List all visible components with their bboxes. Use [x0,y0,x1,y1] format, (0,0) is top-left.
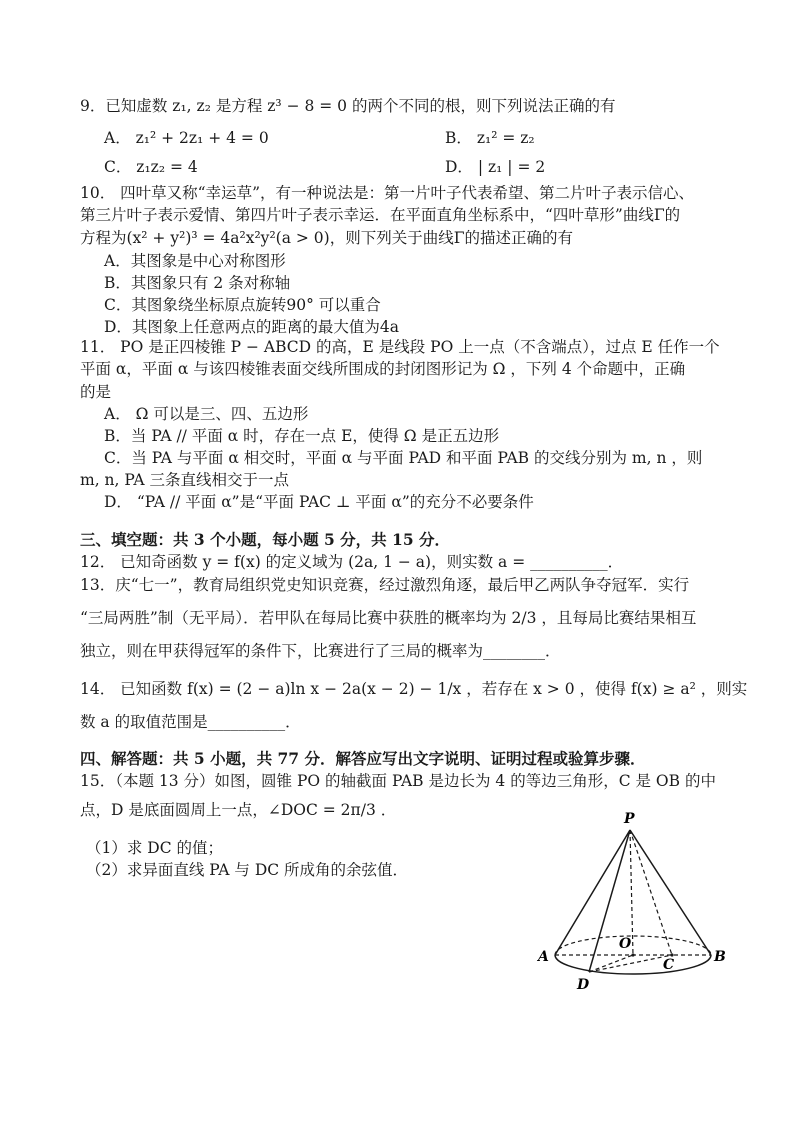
q9-option-d: D． | z₁ | = 2 [445,158,546,176]
q9-option-a: A． z₁² + 2z₁ + 4 = 0 [104,129,269,147]
cone-line-pc [630,830,672,955]
label-b: B [714,949,726,965]
label-o: O [619,936,632,952]
q10-option-a: A．其图象是中心对称图形 [104,252,286,270]
point-c [670,953,673,956]
cone-line-po [630,830,633,955]
q11-option-b: B．当 PA // 平面 α 时，存在一点 E，使得 Ω 是正五边形 [104,427,500,445]
q10-option-d: D．其图象上任意两点的距离的最大值为4a [104,318,400,336]
label-p: P [624,811,635,827]
cone-line-do [589,955,633,972]
section3-heading: 三、填空题：共 3 个小题，每小题 5 分，共 15 分． [80,530,451,549]
q13-line1: 13．庆“七一”，教育局组织党史知识竞赛，经过激烈角逐，最后甲乙两队争夺冠军．实行 [80,576,690,594]
q11-line3: 的是 [80,383,112,401]
q13-line3: 独立，则在甲获得冠军的条件下，比赛进行了三局的概率为________． [80,642,561,660]
q12: 12． 已知奇函数 y = f(x) 的定义域为 (2a, 1 − a)，则实数 a = __________． [80,553,624,571]
cone-line-dc [589,955,675,973]
q10-option-c: C．其图象绕坐标原点旋转90° 可以重合 [104,296,381,314]
q11-option-c-line1: C．当 PA 与平面 α 相交时，平面 α 与平面 PAD 和平面 PAB 的交线分别为 m, n ，则 [104,449,703,467]
q10-line3: 方程为(x² + y²)³ = 4a²x²y²(a > 0)，则下列关于曲线Γ的描述正确的有 [80,229,573,247]
q11-line2: 平面 α，平面 α 与该四棱锥表面交线所围成的封闭图形记为 Ω ，下列 4 个命题中，正确 [80,360,686,378]
cone-base-front [555,955,711,974]
q10-option-b: B．其图象只有 2 条对称轴 [104,274,291,292]
q15-sub2: （2）求异面直线 PA 与 DC 所成角的余弦值． [86,861,409,879]
label-d: D [577,977,590,993]
q9-stem: 9．已知虚数 z₁, z₂ 是方程 z³ − 8 = 0 的两个不同的根，则下列说法正确的有 [80,97,616,115]
cone-side-pa [555,830,630,955]
q9-option-c: C． z₁z₂ = 4 [104,158,198,176]
label-c: C [663,957,675,973]
q11-line1: 11． PO 是正四棱锥 P − ABCD 的高，E 是线段 PO 上一点（不含端点），过点 E 任作一个 [80,338,720,356]
section4-heading: 四、解答题：共 5 小题，共 77 分．解答应写出文字说明、证明过程或验算步骤． [80,749,646,768]
q11-option-d: D． “PA // 平面 α”是“平面 PAC ⊥ 平面 α”的充分不必要条件 [104,493,534,511]
cone-base-back [555,936,711,955]
cone-side-pb [630,830,711,955]
q10-line1: 10． 四叶草又称“幸运草”，有一种说法是：第一片叶子代表希望、第二片叶子表示信心、 [80,184,695,202]
q10-line2: 第三片叶子表示爱情、第四片叶子表示幸运．在平面直角坐标系中，“四叶草形”曲线Γ的 [80,206,681,224]
point-o [631,953,634,956]
q11-option-c-line2: m, n, PA 三条直线相交于一点 [80,471,290,489]
cone-line-pd [589,830,630,972]
q11-option-a: A． Ω 可以是三、四、五边形 [104,405,309,423]
label-a: A [538,949,549,965]
q14-line1: 14． 已知函数 f(x) = (2 − a)ln x − 2a(x − 2) − 1/x ，若存在 x > 0 ，使得 f(x) ≥ a² ，则实 [80,680,748,698]
q9-option-b: B． z₁² = z₂ [445,129,535,147]
q15-line1: 15．（本题 13 分）如图，圆锥 PO 的轴截面 PAB 是边长为 4 的等边三角形，C 是 OB 的中 [80,772,716,790]
q15-sub1: （1）求 DC 的值； [86,839,224,857]
q14-line2: 数 a 的取值范围是__________． [80,713,301,731]
q13-line2: “三局两胜”制（无平局）．若甲队在每局比赛中获胜的概率均为 2/3 ，且每局比赛结果相互 [80,609,697,627]
q15-line2: 点，D 是底面圆周上一点，∠DOC = 2π/3 ． [80,801,397,819]
